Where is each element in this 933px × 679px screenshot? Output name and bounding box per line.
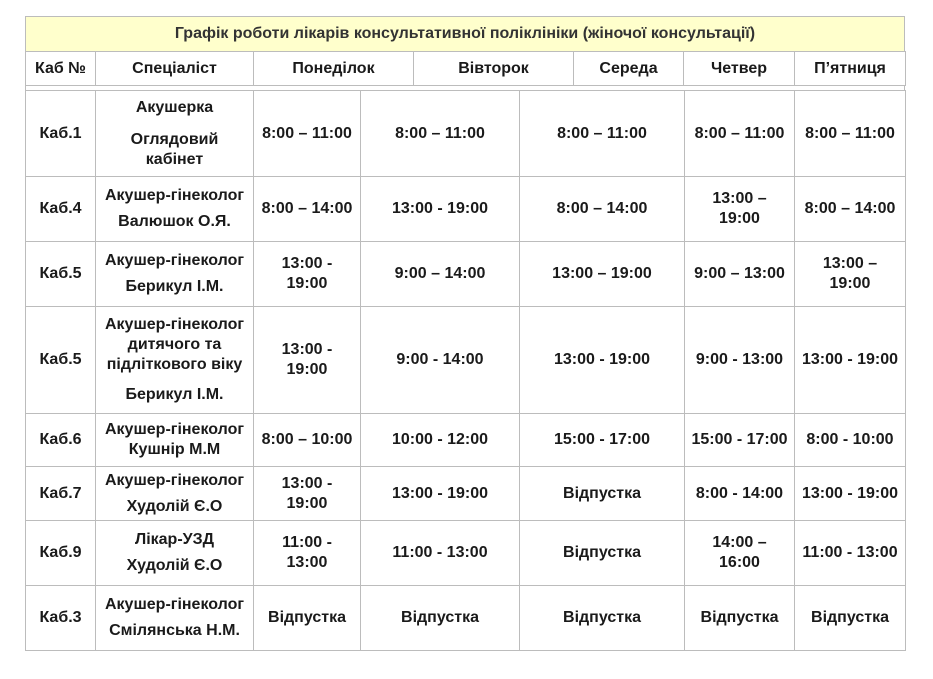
specialist-cell	[96, 467, 254, 521]
specialist-line: Лікар-УЗД	[134, 531, 215, 548]
hours-line: 8:00 – 14:00	[556, 200, 648, 217]
thursday-hours-cell	[685, 521, 795, 586]
specialist-line: кабінет	[145, 150, 204, 168]
specialist-cell	[96, 414, 254, 467]
specialist-line: Берикул І.М.	[125, 386, 224, 403]
hours-line: 13:00 –	[822, 255, 878, 272]
hours-line: 19:00	[286, 275, 328, 292]
tuesday-hours-cell	[361, 586, 520, 651]
thursday-hours-cell	[685, 307, 795, 414]
hours-line: 8:00 - 10:00	[806, 431, 894, 448]
hours-line: 8:00 – 14:00	[804, 200, 896, 217]
header-tuesday: Вівторок	[414, 52, 574, 86]
hours-line: 13:00	[286, 554, 328, 571]
specialist-line: Акушер-гінеколог	[104, 252, 245, 269]
header-wednesday: Середа	[574, 52, 684, 86]
hours-line: Відпустка	[811, 609, 889, 626]
friday-hours-cell	[795, 91, 906, 177]
line-gap	[96, 375, 253, 385]
monday-hours-cell	[254, 414, 361, 467]
hours-line: 13:00 –	[712, 190, 767, 207]
hours-line: 19:00	[719, 210, 760, 227]
room-cell: Каб.4	[26, 177, 96, 242]
thursday-hours-cell	[685, 586, 795, 651]
hours-line: 14:00 –	[712, 534, 767, 551]
hours-line: 19:00	[829, 275, 871, 292]
specialist-cell	[96, 91, 254, 177]
hours-line: 8:00 – 10:00	[261, 431, 353, 448]
friday-hours-cell	[795, 307, 906, 414]
hours-line: 8:00 – 14:00	[261, 200, 353, 217]
specialist-line: Акушер-гінеколог	[104, 596, 245, 613]
tuesday-hours-cell	[361, 242, 520, 307]
table-row	[26, 521, 906, 586]
hours-line: 13:00 -	[281, 474, 333, 492]
monday-hours-cell	[254, 586, 361, 651]
room-cell: Каб.1	[26, 91, 96, 177]
hours-line: 13:00 -	[281, 341, 333, 358]
hours-line: 13:00 - 19:00	[801, 351, 899, 368]
hours-line: 9:00 – 13:00	[694, 265, 785, 282]
wednesday-hours-cell	[520, 242, 685, 307]
friday-hours-cell	[795, 586, 906, 651]
hours-line: 11:00 -	[282, 534, 332, 551]
hours-line: Відпустка	[268, 609, 346, 626]
wednesday-hours-cell	[520, 307, 685, 414]
table-row	[26, 307, 906, 414]
tuesday-hours-cell	[361, 177, 520, 242]
room-cell: Каб.9	[26, 521, 96, 586]
hours-line: 10:00 - 12:00	[391, 431, 489, 448]
header-specialist: Спеціаліст	[96, 52, 254, 86]
wednesday-hours-cell	[520, 586, 685, 651]
monday-hours-cell	[254, 91, 361, 177]
hours-line: 9:00 - 14:00	[396, 351, 484, 368]
hours-line: 8:00 – 11:00	[262, 124, 352, 142]
schedule-table	[25, 90, 906, 651]
header-thursday: Четвер	[684, 52, 795, 86]
specialist-cell	[96, 307, 254, 414]
specialist-line: Берикул І.М.	[125, 278, 224, 295]
hours-line: 13:00 - 19:00	[391, 200, 489, 217]
friday-hours-cell	[795, 467, 906, 521]
specialist-line: Оглядовий	[130, 130, 219, 148]
hours-line: 8:00 – 11:00	[395, 124, 485, 142]
room-cell: Каб.5	[26, 307, 96, 414]
specialist-line: Акушер-гінеколог	[104, 421, 245, 438]
table-row	[26, 414, 906, 467]
hours-line: 15:00 - 17:00	[691, 431, 788, 448]
room-cell: Каб.7	[26, 467, 96, 521]
tuesday-hours-cell	[361, 521, 520, 586]
room-cell: Каб.6	[26, 414, 96, 467]
tuesday-hours-cell	[361, 91, 520, 177]
specialist-line: Акушерка	[135, 98, 214, 116]
header-row	[26, 52, 906, 86]
hours-line: Відпустка	[563, 609, 641, 626]
table-row	[26, 177, 906, 242]
hours-line: 19:00	[286, 361, 328, 378]
hours-line: 13:00 – 19:00	[552, 265, 652, 282]
monday-hours-cell	[254, 521, 361, 586]
thursday-hours-cell	[685, 91, 795, 177]
friday-hours-cell	[795, 414, 906, 467]
monday-hours-cell	[254, 467, 361, 521]
room-cell: Каб.5	[26, 242, 96, 307]
hours-line: 9:00 - 13:00	[695, 351, 784, 368]
specialist-cell	[96, 177, 254, 242]
hours-line: 8:00 – 11:00	[805, 124, 895, 142]
specialist-line: Смілянська Н.М.	[109, 622, 240, 639]
header-monday: Понеділок	[254, 52, 414, 86]
specialist-cell	[96, 586, 254, 651]
table-row	[26, 91, 906, 177]
schedule-title: Графік роботи лікарів консультативної поліклініки (жіночої консультації)	[25, 16, 905, 51]
friday-hours-cell	[795, 242, 906, 307]
wednesday-hours-cell	[520, 414, 685, 467]
room-cell: Каб.3	[26, 586, 96, 651]
specialist-cell	[96, 242, 254, 307]
wednesday-hours-cell	[520, 177, 685, 242]
header-friday: П’ятниця	[795, 52, 906, 86]
hours-line: Відпустка	[401, 609, 479, 626]
thursday-hours-cell	[685, 467, 795, 521]
specialist-line: Худолій Є.О	[126, 557, 223, 574]
hours-line: 13:00 - 19:00	[553, 351, 651, 368]
hours-line: Відпустка	[700, 609, 779, 626]
wednesday-hours-cell	[520, 467, 685, 521]
hours-line: 11:00 - 13:00	[392, 544, 488, 561]
monday-hours-cell	[254, 242, 361, 307]
line-gap	[96, 118, 253, 130]
wednesday-hours-cell	[520, 91, 685, 177]
specialist-line: Акушер-гінеколог	[104, 316, 245, 333]
hours-line: 11:00 - 13:00	[802, 544, 898, 561]
hours-line: Відпустка	[563, 484, 641, 502]
monday-hours-cell	[254, 177, 361, 242]
monday-hours-cell	[254, 307, 361, 414]
table-row	[26, 242, 906, 307]
specialist-line: Валюшок О.Я.	[118, 213, 231, 230]
specialist-line: Акушер-гінеколог	[104, 471, 245, 489]
wednesday-hours-cell	[520, 521, 685, 586]
friday-hours-cell	[795, 177, 906, 242]
hours-line: 19:00	[286, 494, 328, 512]
specialist-line: дитячого та	[127, 336, 222, 353]
hours-line: 9:00 – 14:00	[394, 265, 486, 282]
hours-line: 13:00 - 19:00	[801, 484, 899, 502]
tuesday-hours-cell	[361, 414, 520, 467]
hours-line: 16:00	[719, 554, 760, 571]
specialist-line: Акушер-гінеколог	[104, 187, 245, 204]
hours-line: 8:00 – 11:00	[557, 124, 647, 142]
hours-line: 15:00 - 17:00	[553, 431, 651, 448]
friday-hours-cell	[795, 521, 906, 586]
header-table	[25, 51, 906, 86]
schedule	[25, 16, 905, 651]
specialist-line: Кушнір М.М	[128, 441, 221, 458]
thursday-hours-cell	[685, 414, 795, 467]
specialist-line: підліткового віку	[106, 356, 243, 373]
header-room: Каб №	[26, 52, 96, 86]
hours-line: 13:00 - 19:00	[391, 484, 489, 502]
tuesday-hours-cell	[361, 467, 520, 521]
thursday-hours-cell	[685, 242, 795, 307]
specialist-line: Худолій Є.О	[126, 497, 223, 515]
hours-line: 13:00 -	[281, 255, 333, 272]
hours-line: 8:00 - 14:00	[695, 484, 784, 502]
hours-line: 8:00 – 11:00	[694, 124, 785, 142]
table-row	[26, 467, 906, 521]
thursday-hours-cell	[685, 177, 795, 242]
specialist-cell	[96, 521, 254, 586]
tuesday-hours-cell	[361, 307, 520, 414]
hours-line: Відпустка	[563, 544, 641, 561]
table-row	[26, 586, 906, 651]
